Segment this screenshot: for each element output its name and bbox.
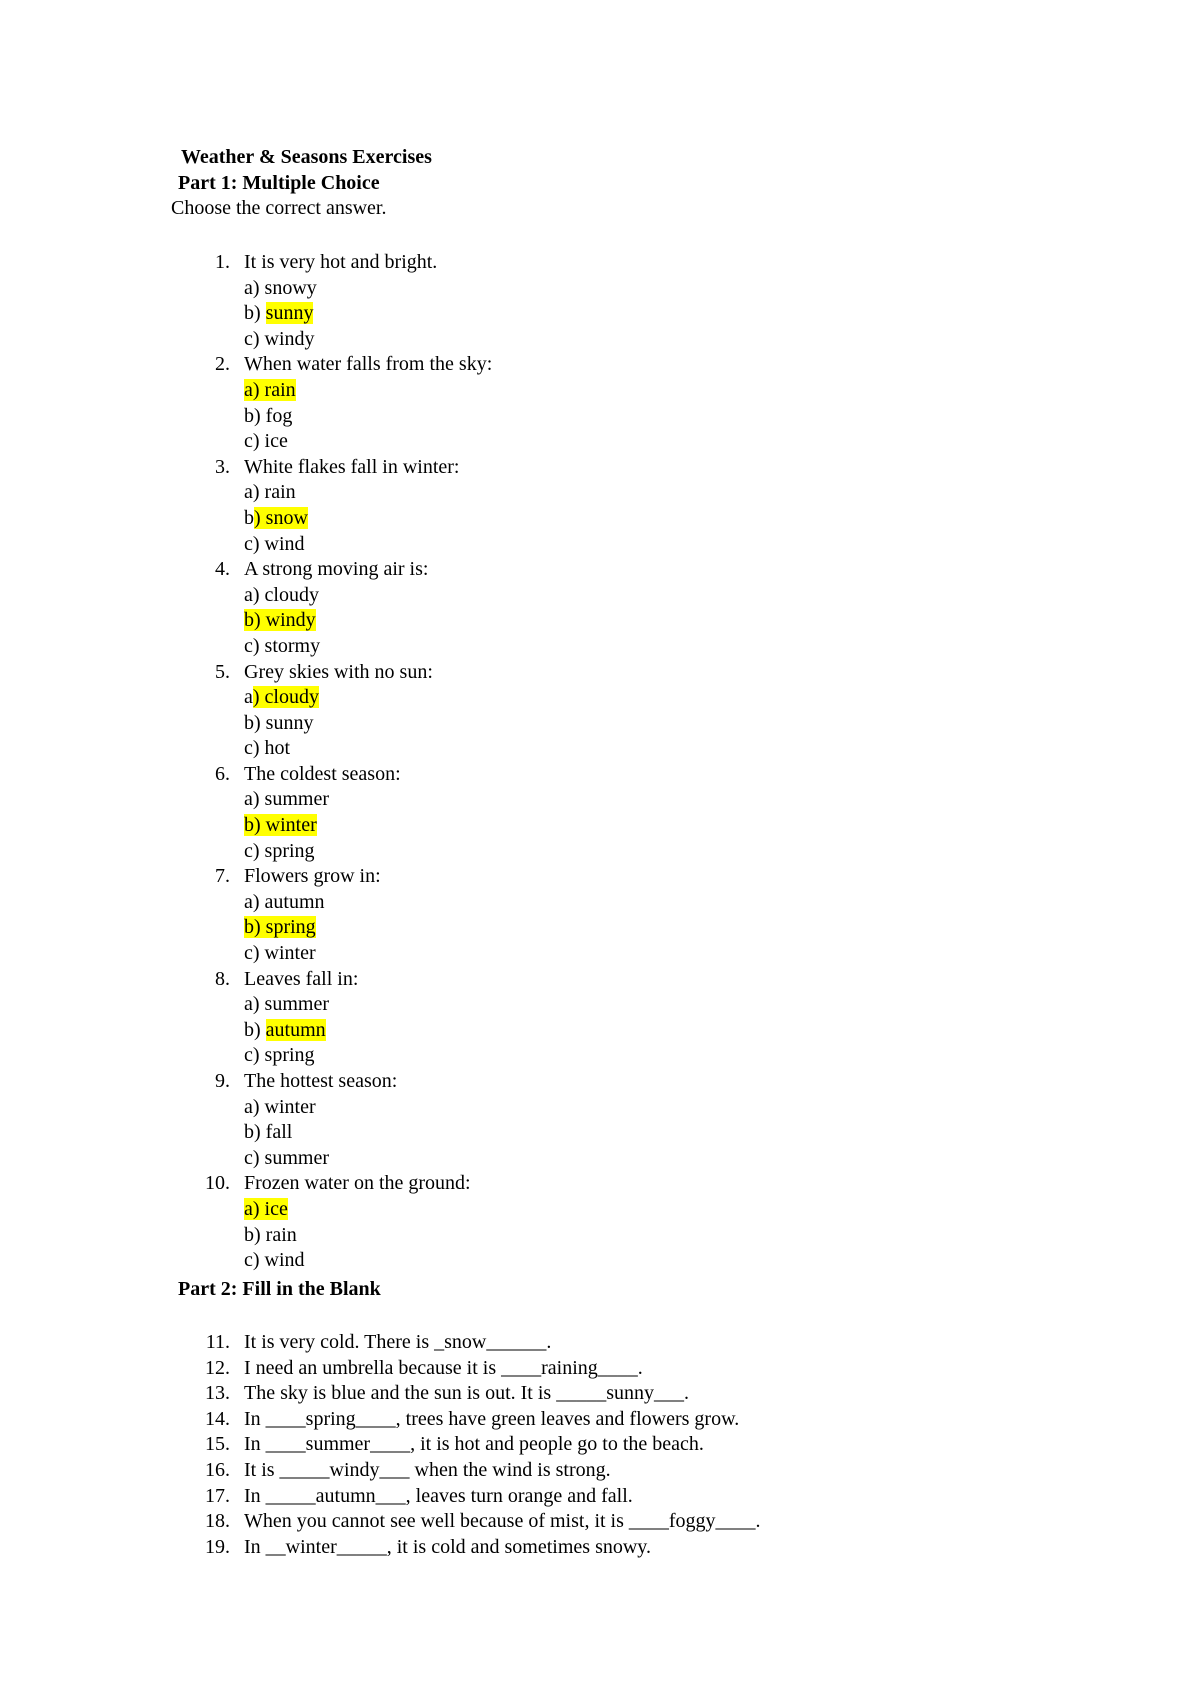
option-label: hot — [264, 737, 291, 760]
question-number: 2. — [215, 353, 230, 376]
option-prefix: c) — [244, 327, 265, 350]
fill-blank-row — [0, 1484, 1200, 1510]
answer-option — [244, 276, 317, 302]
question-text: A strong moving air is: — [244, 558, 429, 581]
question-number: 3. — [215, 455, 230, 478]
multiple-choice-list — [0, 250, 1200, 1274]
option-row — [0, 992, 1200, 1018]
item-text: In __winter_____, it is cold and sometimes snowy. — [244, 1535, 651, 1558]
answer-option — [244, 480, 296, 506]
fill-blank-row — [0, 1381, 1200, 1407]
option-row — [0, 941, 1200, 967]
option-label: fall — [265, 1121, 293, 1144]
option-label: spring — [264, 1044, 315, 1067]
question-number: 5. — [215, 660, 230, 683]
answer-option — [244, 1197, 288, 1223]
option-label: summer — [264, 993, 329, 1016]
question-row — [0, 1069, 1200, 1095]
option-prefix: a) — [244, 276, 265, 299]
option-prefix: b — [244, 506, 254, 529]
option-label: winter — [264, 942, 316, 965]
option-row — [0, 813, 1200, 839]
answer-option — [244, 1146, 329, 1172]
fill-in-blank-list — [0, 1330, 1200, 1560]
item-text: In _____autumn___, leaves turn orange and fall. — [244, 1484, 633, 1507]
option-prefix: b) — [244, 1018, 266, 1041]
option-prefix: c) — [244, 532, 265, 555]
highlighted-answer: a) rain — [244, 378, 296, 401]
part2-heading: Part 2: Fill in the Blank — [178, 1278, 381, 1300]
item-number: 15. — [205, 1433, 230, 1456]
question-number: 7. — [215, 865, 230, 888]
option-row — [0, 378, 1200, 404]
option-label: spring — [264, 839, 315, 862]
question-text: The coldest season: — [244, 762, 401, 785]
option-row — [0, 506, 1200, 532]
answer-option — [244, 787, 329, 813]
option-prefix: b) — [244, 1223, 266, 1246]
question-text: Flowers grow in: — [244, 865, 381, 888]
answer-option — [244, 532, 305, 558]
answer-option — [244, 301, 313, 327]
question-text: White flakes fall in winter: — [244, 455, 460, 478]
option-label: windy — [264, 327, 315, 350]
fill-blank-row — [0, 1356, 1200, 1382]
option-label: summer — [264, 788, 329, 811]
answer-option — [244, 608, 316, 634]
item-text: It is very cold. There is _snow______. — [244, 1331, 552, 1353]
option-label: summer — [264, 1146, 329, 1169]
question-row — [0, 660, 1200, 686]
option-row — [0, 1095, 1200, 1121]
option-label: winter — [264, 1095, 316, 1118]
question-text: Frozen water on the ground: — [244, 1172, 471, 1195]
option-row — [0, 276, 1200, 302]
question-row — [0, 455, 1200, 481]
answer-option — [244, 1095, 316, 1121]
option-label: rain — [265, 1223, 297, 1246]
answer-option — [244, 1018, 326, 1044]
answer-option — [244, 327, 315, 353]
option-label: rain — [264, 481, 296, 504]
answer-option — [244, 992, 329, 1018]
option-row — [0, 327, 1200, 353]
question-row — [0, 352, 1200, 378]
option-row — [0, 890, 1200, 916]
document-title: Weather & Seasons Exercises — [181, 146, 432, 168]
answer-option — [244, 583, 319, 609]
option-row — [0, 1248, 1200, 1274]
option-prefix: a) — [244, 993, 265, 1016]
highlighted-answer: a) ice — [244, 1197, 288, 1220]
highlighted-answer: ) cloudy — [252, 686, 319, 709]
part1-instruction: Choose the correct answer. — [171, 197, 387, 219]
question-text: When water falls from the sky: — [244, 353, 493, 376]
option-row — [0, 1043, 1200, 1069]
option-prefix: b) — [244, 404, 266, 427]
option-prefix: a) — [244, 481, 265, 504]
question-text: Leaves fall in: — [244, 967, 359, 990]
option-row — [0, 787, 1200, 813]
answer-option — [244, 1248, 305, 1274]
option-prefix: b) — [244, 302, 266, 325]
item-number: 19. — [205, 1535, 230, 1558]
item-text: In ____summer____, it is hot and people go to the beach. — [244, 1433, 704, 1456]
answer-option — [244, 1043, 315, 1069]
item-text: It is _____windy___ when the wind is strong. — [244, 1458, 611, 1481]
option-prefix: a) — [244, 788, 265, 811]
option-row — [0, 634, 1200, 660]
option-row — [0, 1120, 1200, 1146]
answer-option — [244, 736, 290, 762]
question-text: Grey skies with no sun: — [244, 660, 433, 683]
option-row — [0, 915, 1200, 941]
fill-blank-row — [0, 1407, 1200, 1433]
option-row — [0, 1146, 1200, 1172]
option-row — [0, 839, 1200, 865]
question-row — [0, 1171, 1200, 1197]
answer-option — [244, 890, 325, 916]
option-prefix: c) — [244, 737, 265, 760]
highlighted-answer: sunny — [265, 302, 314, 325]
answer-option — [244, 839, 315, 865]
option-row — [0, 480, 1200, 506]
option-prefix: b) — [244, 1121, 266, 1144]
option-label: stormy — [264, 634, 321, 657]
option-row — [0, 1197, 1200, 1223]
highlighted-answer: autumn — [265, 1018, 326, 1041]
option-label: cloudy — [264, 583, 319, 606]
highlighted-answer: ) snow — [254, 506, 308, 529]
option-row — [0, 608, 1200, 634]
answer-option — [244, 506, 308, 532]
question-number: 9. — [215, 1070, 230, 1092]
option-row — [0, 1223, 1200, 1249]
question-number: 8. — [215, 967, 230, 990]
option-row — [0, 583, 1200, 609]
option-row — [0, 301, 1200, 327]
question-number: 4. — [215, 558, 230, 581]
question-row — [0, 250, 1200, 276]
option-prefix: c) — [244, 1249, 265, 1272]
option-row — [0, 429, 1200, 455]
question-number: 6. — [215, 762, 230, 785]
option-prefix: a) — [244, 583, 265, 606]
question-row — [0, 864, 1200, 890]
option-label: autumn — [264, 890, 325, 913]
highlighted-answer: b) windy — [244, 609, 316, 632]
option-label: wind — [264, 532, 305, 555]
item-number: 17. — [205, 1484, 230, 1507]
answer-option — [244, 813, 317, 839]
fill-blank-row — [0, 1509, 1200, 1535]
option-prefix: c) — [244, 1146, 265, 1169]
item-number: 11. — [205, 1331, 230, 1353]
item-number: 16. — [205, 1458, 230, 1481]
item-number: 14. — [205, 1407, 230, 1430]
question-row — [0, 967, 1200, 993]
question-row — [0, 762, 1200, 788]
item-text: The sky is blue and the sun is out. It is _____sunny___. — [244, 1382, 689, 1405]
option-label: ice — [264, 430, 288, 453]
option-label: wind — [264, 1249, 305, 1272]
option-prefix: c) — [244, 1044, 265, 1067]
item-number: 13. — [205, 1382, 230, 1405]
answer-option — [244, 634, 320, 660]
option-prefix: a) — [244, 890, 265, 913]
part1-heading: Part 1: Multiple Choice — [178, 172, 380, 194]
option-label: sunny — [265, 711, 314, 734]
answer-option — [244, 1120, 292, 1146]
fill-blank-row — [0, 1458, 1200, 1484]
option-row — [0, 711, 1200, 737]
option-row — [0, 1018, 1200, 1044]
answer-option — [244, 711, 313, 737]
highlighted-answer: b) winter — [244, 814, 317, 837]
answer-option — [244, 378, 296, 404]
answer-option — [244, 941, 316, 967]
question-number: 1. — [215, 251, 230, 273]
option-label: fog — [265, 404, 293, 427]
item-number: 18. — [205, 1510, 230, 1533]
option-row — [0, 532, 1200, 558]
answer-option — [244, 429, 288, 455]
item-number: 12. — [205, 1356, 230, 1379]
fill-blank-row — [0, 1535, 1200, 1561]
option-row — [0, 736, 1200, 762]
question-text: The hottest season: — [244, 1070, 398, 1092]
item-text: In ____spring____, trees have green leaves and flowers grow. — [244, 1407, 740, 1430]
option-prefix: c) — [244, 839, 265, 862]
question-number: 10. — [205, 1172, 230, 1195]
answer-option — [244, 404, 292, 430]
option-prefix: b) — [244, 711, 266, 734]
highlighted-answer: b) spring — [244, 916, 316, 939]
answer-option — [244, 685, 319, 711]
fill-blank-row — [0, 1432, 1200, 1458]
option-row — [0, 404, 1200, 430]
item-text: When you cannot see well because of mist, it is ____foggy____. — [244, 1510, 761, 1533]
option-prefix: c) — [244, 942, 265, 965]
question-row — [0, 557, 1200, 583]
fill-blank-row — [0, 1330, 1200, 1356]
option-prefix: c) — [244, 634, 265, 657]
option-prefix: a — [244, 686, 253, 709]
item-text: I need an umbrella because it is ____raining____. — [244, 1356, 643, 1379]
answer-option — [244, 915, 316, 941]
option-prefix: a) — [244, 1095, 265, 1118]
option-prefix: c) — [244, 430, 265, 453]
option-label: snowy — [264, 276, 317, 299]
option-row — [0, 685, 1200, 711]
answer-option — [244, 1223, 297, 1249]
question-text: It is very hot and bright. — [244, 251, 438, 273]
